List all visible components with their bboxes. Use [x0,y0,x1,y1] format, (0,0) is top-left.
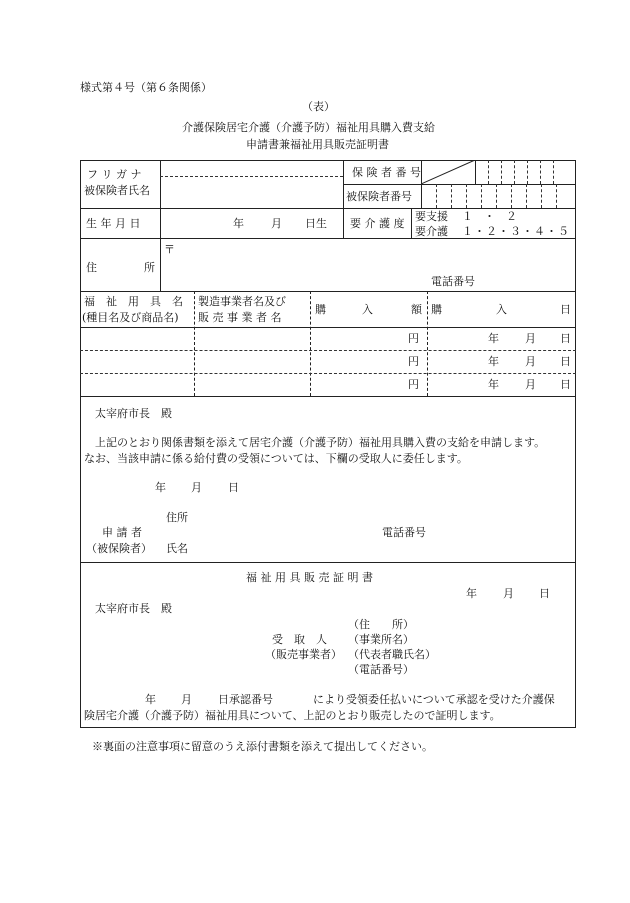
recipient-label: 受 取 人 [272,633,327,646]
seller-info-field[interactable] [432,616,572,678]
approval-number-label: 日承認番号 [218,693,273,706]
digit-divider [436,184,437,208]
purchase-year-unit: 年 [488,378,499,391]
insured-name-field[interactable] [162,178,341,206]
birth-month-unit: 月 [271,217,282,230]
certificate-year-unit: 年 [466,587,477,600]
form-number: 様式第４号（第６条関係） [80,81,212,94]
divider [411,208,412,238]
digit-divider [501,160,502,184]
purchase-day-unit: 日 [560,355,571,368]
applicant-phone-label-2: 電話番号 [382,526,426,539]
care-level-label: 要 介 護 度 [350,217,405,230]
support-required-options[interactable]: １ ・ ２ [462,210,517,223]
seller-representative-label: （代表者職氏名） [348,648,436,661]
seller-phone-label: （電話番号） [348,663,414,676]
items-col-date-c: 日 [560,303,571,316]
certificate-body-line1: により受領委任払いについて承認を受けた介護保 [313,693,555,706]
amount-unit: 円 [408,378,419,391]
digit-divider [496,184,497,208]
application-body-line1: 上記のとおり関係書類を添えて居宅介護（介護予防）福祉用具購入費の支給を申請します。 [95,436,546,449]
certificate-addressee: 太宰府市長 殿 [95,602,172,615]
approval-number-field[interactable] [270,690,312,706]
care-required-options[interactable]: １・２・３・４・５ [462,225,570,238]
care-required-label: 要介護 [415,225,448,238]
purchase-month-unit: 月 [525,355,536,368]
items-col-name-line2: (種目名及び商品名) [82,311,179,324]
divider [80,396,576,397]
support-required-label: 要支援 [415,210,448,223]
application-day-unit: 日 [228,481,239,494]
items-col-amount-b: 入 [362,303,373,316]
digit-divider [553,160,554,184]
certificate-body-line2: 険居宅介護（介護予防）福祉用具について、上記のとおり販売したので証明します。 [84,709,501,722]
insurer-number-label: 保 険 者 番 号 [352,166,421,179]
digit-divider [526,184,527,208]
purchase-month-unit: 月 [525,332,536,345]
purchase-year-unit: 年 [488,332,499,345]
purchase-year-unit: 年 [488,355,499,368]
digit-divider [514,160,515,184]
applicant-phone-label: 電話番号 [431,275,475,288]
seller-office-label: （事業所名） [348,633,414,646]
items-col-date-a: 購 [431,303,442,316]
footer-note: ※裏面の注意事項に留意のうえ添付書類を添えて提出してください。 [92,740,433,753]
furigana-field[interactable] [162,162,341,175]
digit-divider [541,184,542,208]
purchase-month-unit: 月 [525,378,536,391]
application-year-unit: 年 [155,481,166,494]
application-addressee: 太宰府市長 殿 [95,407,172,420]
applicant-name-field[interactable] [192,539,562,557]
divider [80,562,576,563]
digit-divider [451,184,452,208]
amount-unit: 円 [408,355,419,368]
applicant-address-field[interactable] [192,508,562,526]
divider [80,291,576,292]
application-month-unit: 月 [191,481,202,494]
address-label-part1: 住 [86,261,97,274]
table-row[interactable] [80,373,576,396]
birth-date-label: 生 年 月 日 [86,217,141,230]
items-col-amount-c: 額 [411,303,422,316]
purchase-day-unit: 日 [560,332,571,345]
digit-divider [527,160,528,184]
furigana-label: フ リ ガ ナ [87,168,142,181]
postal-mark: 〒 [164,243,175,256]
certificate-day-unit: 日 [539,587,550,600]
divider [160,238,161,291]
items-col-amount-a: 購 [315,303,326,316]
insured-number-label: 被保険者番号 [346,190,412,203]
form-side-label: （表） [302,100,335,113]
digit-divider [466,184,467,208]
digit-divider [556,184,557,208]
applicant-label: 申 請 者 [102,526,142,539]
digit-divider [475,160,476,184]
certificate-title: 福 祉 用 具 販 売 証 明 書 [246,571,373,584]
digit-divider [511,184,512,208]
seller-label: （販売事業者） [265,648,342,661]
items-col-date-b: 入 [496,303,507,316]
address-field[interactable] [162,240,574,289]
purchase-day-unit: 日 [560,378,571,391]
form-title-line2: 申請書兼福祉用具販売証明書 [246,138,389,151]
applicant-name-label: 氏名 [166,542,188,555]
divider [80,238,576,239]
insured-name-label: 被保険者氏名 [84,184,150,197]
items-col-maker-line2: 販 売 事 業 者 名 [198,311,282,324]
items-col-name-line1: 福 祉 用 具 名 [84,295,183,308]
items-col-maker-line1: 製造事業者名及び [198,295,286,308]
birth-year-unit: 年 [233,217,244,230]
divider [160,208,161,238]
divider [80,208,576,209]
furigana-divider [160,176,343,177]
seller-address-label: （住 所） [348,618,414,631]
application-body-line2: なお、当該申請に係る給付費の受領については、下欄の受取人に委任します。 [84,452,468,465]
table-row[interactable] [80,327,576,350]
digit-divider [540,160,541,184]
digit-divider [481,184,482,208]
divider [343,208,344,238]
birth-day-unit: 日生 [305,217,327,230]
certificate-month-unit: 月 [503,587,514,600]
approval-year-unit: 年 [145,693,156,706]
digit-divider [488,160,489,184]
insured-person-label: （被保険者） [86,542,152,555]
divider [160,160,161,208]
amount-unit: 円 [408,332,419,345]
table-row[interactable] [80,350,576,373]
form-title-line1: 介護保険居宅介護（介護予防）福祉用具購入費支給 [182,121,435,134]
applicant-address-label: 住所 [166,511,188,524]
approval-month-unit: 月 [181,693,192,706]
address-label-part2: 所 [144,261,155,274]
insured-number-field[interactable] [421,184,576,208]
